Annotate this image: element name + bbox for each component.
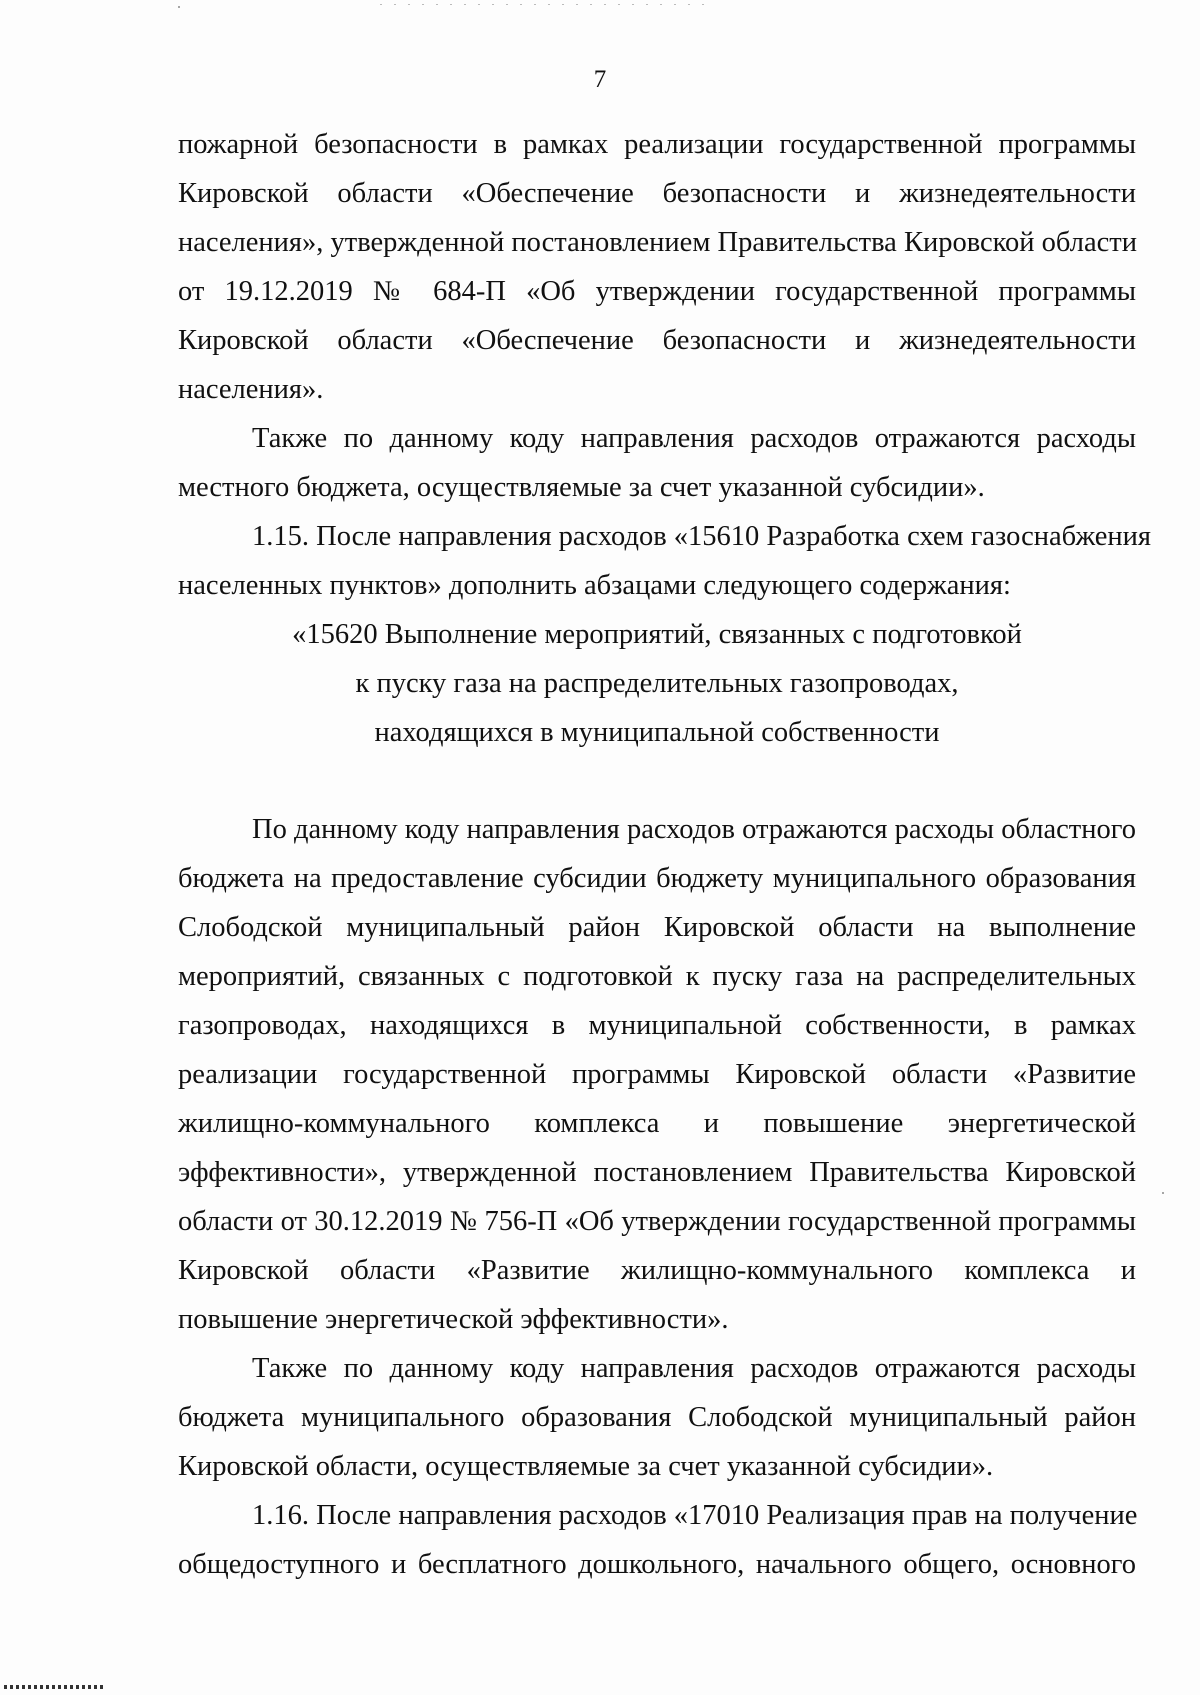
text-line: По данному коду направления расходов отражаются расходы областного [252, 814, 1136, 845]
text-line: повышение энергетической эффективности». [178, 1304, 729, 1335]
text-line: Кировской области «Развитие жилищно-коммунального комплекса и [178, 1255, 1136, 1286]
text-line: мероприятий, связанных с подготовкой к пуску газа на распределительных [178, 961, 1136, 992]
text-line: реализации государственной программы Кировской области «Развитие [178, 1059, 1136, 1090]
page-number: 7 [593, 66, 607, 93]
paragraph-regional-budget [178, 805, 1136, 1344]
text-line: пожарной безопасности в рамках реализации государственной программы [178, 129, 1136, 160]
scan-artifact-dot [1162, 1192, 1164, 1194]
text-line: Кировской области «Обеспечение безопасности и жизнедеятельности [178, 325, 1136, 356]
paragraph-local-budget [178, 414, 1136, 512]
scan-artifact-top [380, 4, 710, 5]
text-line: области от 30.12.2019 № 756-П «Об утверждении государственной программы [178, 1206, 1136, 1237]
text-line: общедоступного и бесплатного дошкольного, начального общего, основного [178, 1549, 1136, 1580]
text-line: 1.16. После направления расходов «17010 Реализация прав на получение [252, 1500, 1138, 1531]
text-line: населения». [178, 374, 324, 405]
paragraph-item-1-15 [178, 512, 1152, 610]
text-line: бюджета муниципального образования Слободской муниципальный район [178, 1402, 1136, 1433]
text-line: Кировской области, осуществляемые за счет указанной субсидии». [178, 1451, 994, 1482]
spacer [178, 757, 1136, 805]
scan-artifact-bottom [4, 1685, 104, 1689]
paragraph-municipal-budget [178, 1344, 1136, 1491]
text-line: газопроводах, находящихся в муниципальной собственности, в рамках [178, 1010, 1136, 1041]
text-line: населения», утвержденной постановлением Правительства Кировской области [178, 227, 1137, 258]
document-body [178, 120, 1152, 1589]
text-line: жилищно-коммунального комплекса и повышение энергетической [178, 1108, 1136, 1139]
text-line: Также по данному коду направления расходов отражаются расходы [252, 1353, 1136, 1384]
text-line: от 19.12.2019 № 684-П «Об утверждении государственной программы [178, 276, 1136, 307]
code-heading-15620 [178, 610, 1136, 757]
text-line: 1.15. После направления расходов «15610 Разработка схем газоснабжения [252, 521, 1152, 552]
paragraph-item-1-16 [178, 1491, 1136, 1589]
heading-line: находящихся в муниципальной собственности [374, 717, 940, 748]
text-line: Слободской муниципальный район Кировской области на выполнение [178, 912, 1136, 943]
heading-line: к пуску газа на распределительных газопроводах, [355, 668, 959, 699]
text-line: Также по данному коду направления расходов отражаются расходы [252, 423, 1136, 454]
text-line: бюджета на предоставление субсидии бюджету муниципального образования [178, 863, 1136, 894]
scan-artifact-dot [178, 6, 180, 8]
heading-line: «15620 Выполнение мероприятий, связанных с подготовкой [292, 619, 1022, 650]
text-line: местного бюджета, осуществляемые за счет указанной субсидии». [178, 472, 985, 503]
text-line: населенных пунктов» дополнить абзацами следующего содержания: [178, 570, 1011, 601]
text-line: Кировской области «Обеспечение безопасности и жизнедеятельности [178, 178, 1136, 209]
paragraph-fire-safety-continuation [178, 120, 1136, 414]
text-line: эффективности», утвержденной постановлением Правительства Кировской [178, 1157, 1136, 1188]
